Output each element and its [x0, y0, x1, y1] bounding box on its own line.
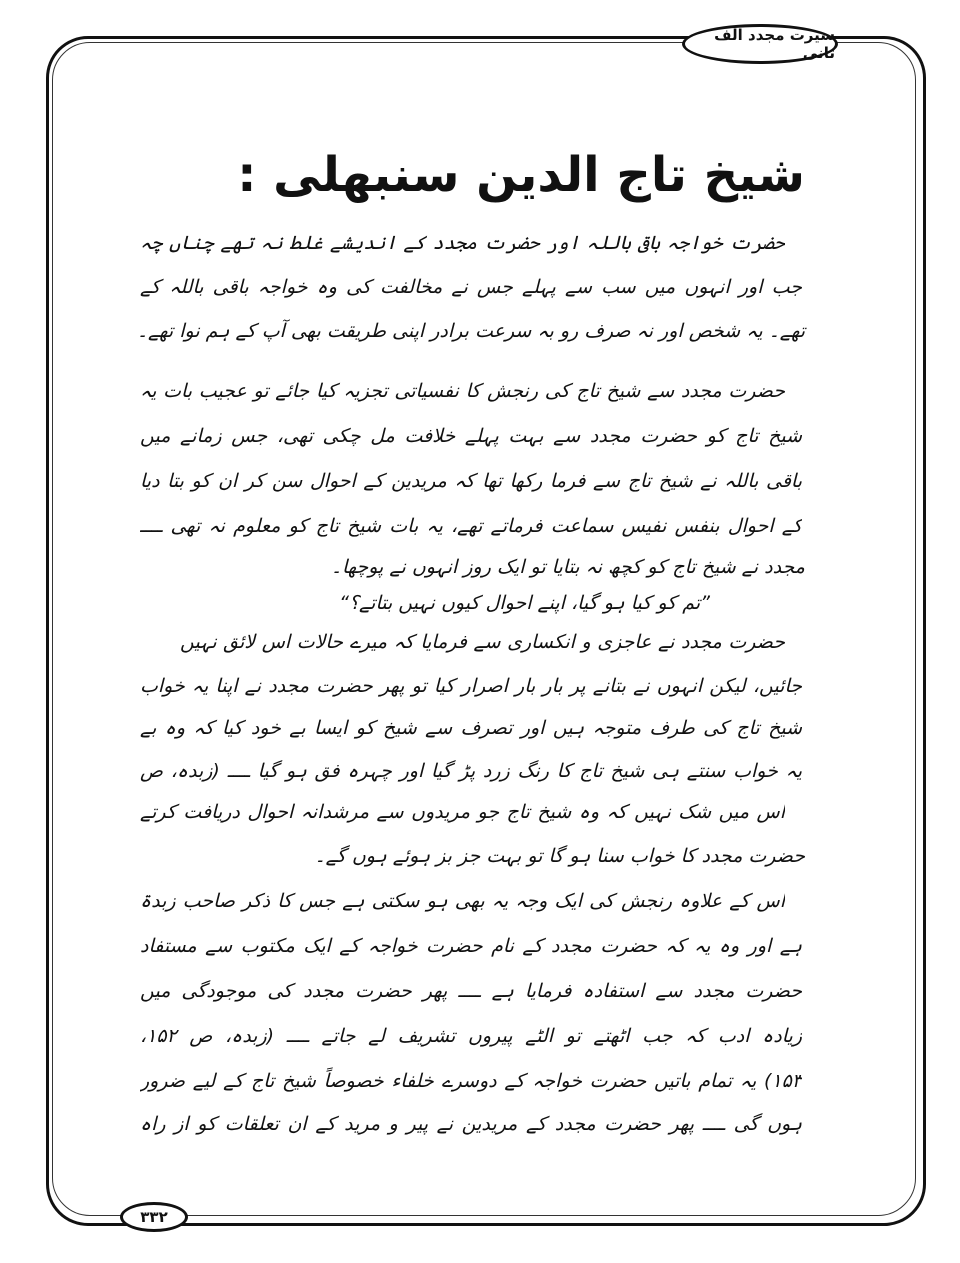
text-line: کے احوال بنفس نفیس سماعت فرماتے تھے، یہ بات شیخ تاج کو معلوم نہ تھی ــــ	[140, 515, 802, 537]
text-line: زیادہ ادب کہ جب اٹھتے تو الٹے پیروں تشریف لے جاتے ــــ (زبدہ، ص ۱۵۲،	[140, 1025, 802, 1047]
text-line: ہے اور وہ یہ کہ حضرت مجدد کے نام حضرت خواجہ کے ایک مکتوب سے مستفاد	[140, 935, 802, 957]
page-number: ۳۳۲	[140, 1208, 168, 1226]
text-line: یہ خواب سنتے ہی شیخ تاج کا رنگ زرد پڑ گیا اور چہرہ فق ہو گیا ــــ (زبدہ، ص	[140, 760, 802, 782]
text-line: حضرت مجدد سے شیخ تاج کی رنجش کا نفسیاتی تجزیہ کیا جائے تو عجیب بات یہ	[140, 380, 785, 402]
text-line: جب اور انہوں میں سب سے پہلے جس نے مخالفت کی وہ خواجہ باقی باللہ کے	[140, 276, 802, 298]
text-line: ۱۵۳) یہ تمام باتیں حضرت خواجہ کے دوسرے خلفاء خصوصاً شیخ تاج کے لیے ضرور	[140, 1070, 802, 1092]
section-title: شیخ تاج الدین سنبھلی :	[237, 147, 805, 203]
running-header	[682, 24, 838, 64]
text-line: تھے۔ یہ شخص اور نہ صرف رو بہ سرعت برادر اپنی طریقت بھی آپ کے ہم نوا تھے۔	[136, 320, 805, 342]
text-line: حضرت مجدد سے استفادہ فرمایا ہے ــــ پھر حضرت مجدد کی موجودگی میں	[140, 980, 802, 1002]
quote-line: ”تم کو کیا ہو گیا، اپنے احوال کیوں نہیں بتاتے؟“	[339, 592, 710, 614]
text-line: اس کے علاوہ رنجش کی ایک وجہ یہ بھی ہو سکتی ہے جس کا ذکر صاحب زبدۃ	[140, 890, 785, 912]
book-title: سیرت مجدد الف ثانی	[714, 26, 835, 62]
text-line: اس میں شک نہیں کہ وہ شیخ تاج جو مریدوں سے مرشدانہ احوال دریافت کرتے	[140, 801, 785, 823]
text-line: جائیں، لیکن انہوں نے بتانے پر بار بار اصرار کیا تو پھر حضرت مجدد نے اپنا یہ خواب	[140, 675, 802, 697]
text-line: باقی باللہ نے شیخ تاج سے فرما رکھا تھا کہ مریدین کے احوال سن کر ان کو بتا دیا	[140, 470, 802, 492]
text-line: حضرت مجدد کا خواب سنا ہو گا تو بہت جز بز ہوئے ہوں گے۔	[314, 845, 805, 867]
text-line: حضرت مجدد نے عاجزی و انکساری سے فرمایا کہ میرے حالات اس لائق نہیں	[180, 631, 785, 653]
text-line: حضرت خواجہ باقی باللہ اور حضرت مجدد کے اندیشے غلط نہ تھے چناں چہ	[140, 232, 785, 254]
text-line: مجدد نے شیخ تاج کو کچھ نہ بتایا تو ایک روز انہوں نے پوچھا۔	[330, 556, 805, 578]
text-line: ہوں گی ــــ پھر حضرت مجدد کے مریدین نے پیر و مرید کے ان تعلقات کو از راہ	[140, 1113, 802, 1135]
text-line: شیخ تاج کو حضرت مجدد سے بہت پہلے خلافت مل چکی تھی، جس زمانے میں	[140, 425, 802, 447]
text-line: شیخ تاج کی طرف متوجہ ہیں اور تصرف سے شیخ کو ایسا بے خود کیا کہ وہ بے	[140, 717, 802, 739]
page-number-badge	[120, 1202, 188, 1232]
